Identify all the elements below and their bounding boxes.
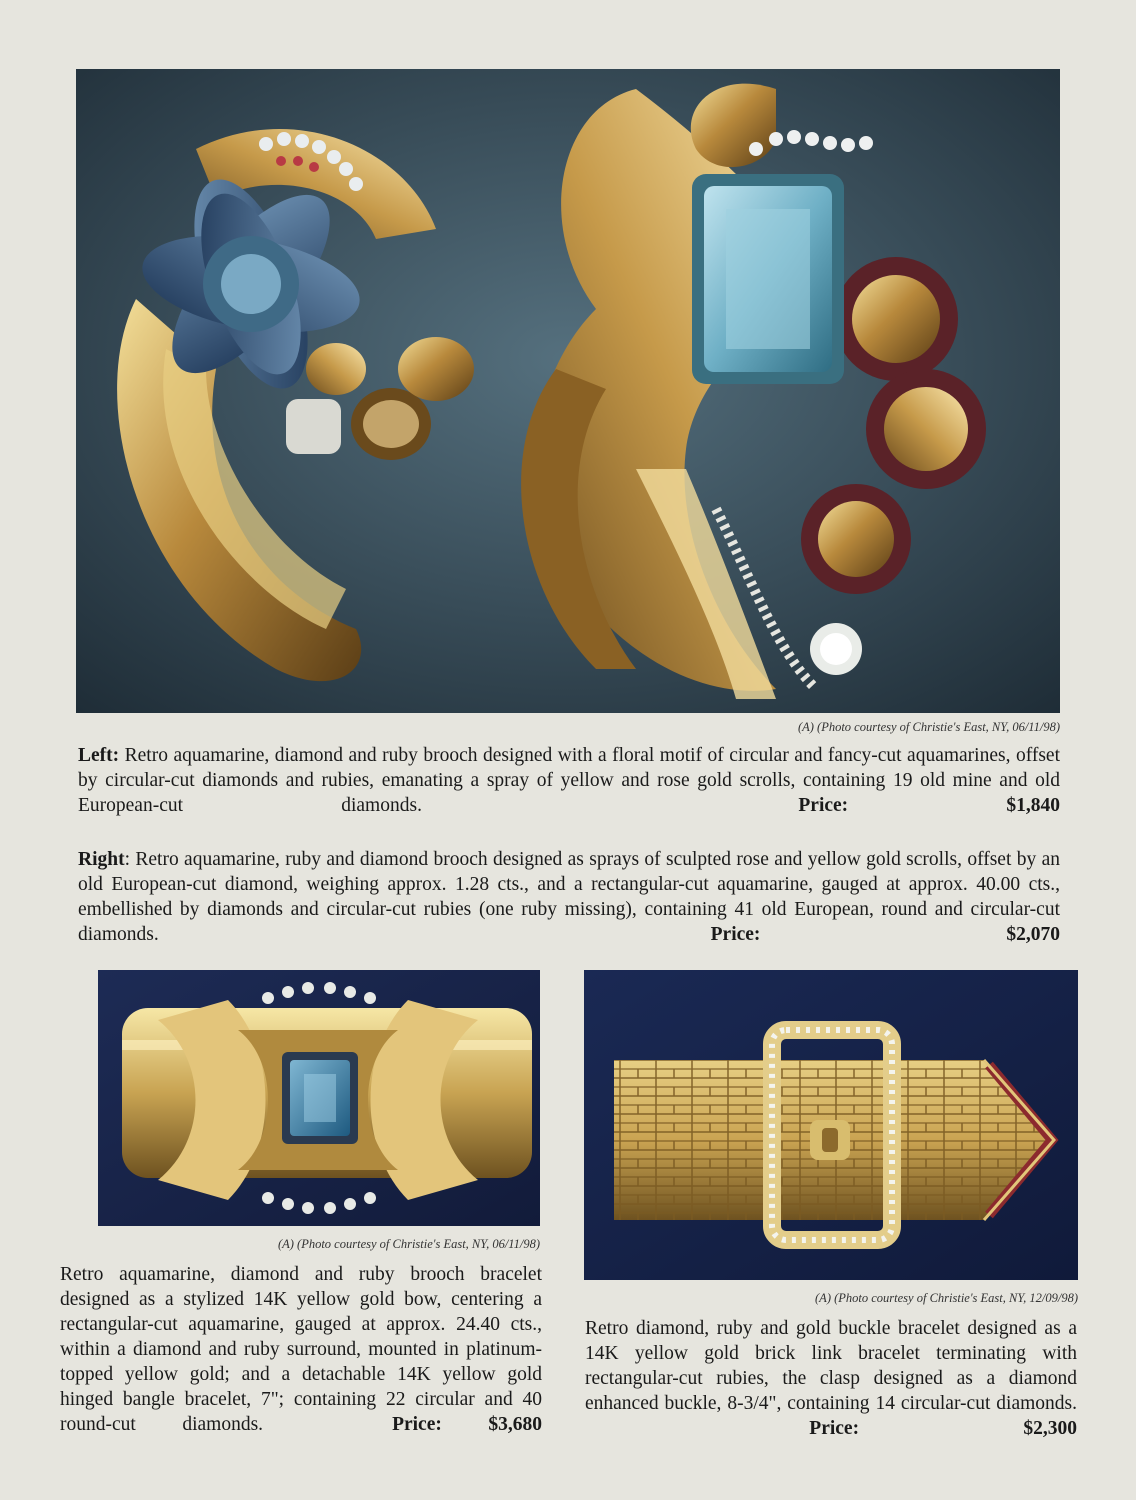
photo-credit: (A) (Photo courtesy of Christie's East, NY, 06/11/98) — [277, 1237, 540, 1251]
bow-bracelet-photo — [98, 970, 540, 1226]
brooches-photo — [76, 69, 1060, 713]
buckle-bracelet-text: Retro diamond, ruby and gold buckle bracelet designed as a 14K yellow gold brick link bracelet terminating with rectangular-cut rubies, the clasp designed as a diamond enhanced buckle, 8-3/4", containing 14 circular-cut diamonds. — [585, 1318, 1077, 1414]
bow-bracelet-description — [60, 1262, 542, 1437]
right-text: : Retro aquamarine, ruby and diamond brooch designed as sprays of sculpted rose and yellow gold scrolls, offset by an old European-cut diamond, weighing approx. 1.28 cts., and a rectangular-cut aquamarine, gauged at approx. 40.00 cts., embellished by diamonds and circular-cut rubies (one ruby missing), containing 41 old European, round and circular-cut diamonds. — [78, 849, 1060, 945]
left-brooch-description — [78, 743, 1060, 818]
bow-bracelet-text: Retro aquamarine, diamond and ruby brooch bracelet designed as a stylized 14K yellow gold bow, centering a rectangular-cut aquamarine, gauged at approx. 24.40 cts., within a diamond and ruby surround, mounted in platinum-topped yellow gold; and a detachable 14K yellow gold hinged bangle bracelet, 7"; containing 22 circular and 40 round-cut diamonds. — [60, 1264, 542, 1435]
left-text: Retro aquamarine, diamond and ruby brooch designed with a floral motif of circular and fancy-cut aquamarines, offset by circular-cut diamonds and rubies, emanating a spray of yellow and rose gold scrolls, containing 19 old mine and old European-cut diamonds. — [78, 745, 1060, 816]
buckle-bracelet-description — [585, 1316, 1077, 1441]
right-price: Price: $2,070 — [710, 924, 1060, 945]
left-label: Left: — [78, 745, 120, 766]
bow-bracelet-price: Price: $3,680 — [392, 1414, 542, 1435]
buckle-bracelet-price: Price: $2,300 — [809, 1418, 1077, 1439]
photo-credit: (A) (Photo courtesy of Christie's East, NY, 12/09/98) — [815, 1291, 1078, 1305]
left-price: Price: $1,840 — [798, 795, 1061, 816]
buckle-bracelet-photo — [584, 970, 1078, 1280]
right-brooch-description — [78, 847, 1060, 947]
photo-credit: (A) (Photo courtesy of Christie's East, NY, 06/11/98) — [797, 720, 1060, 734]
right-label: Right — [78, 849, 125, 870]
